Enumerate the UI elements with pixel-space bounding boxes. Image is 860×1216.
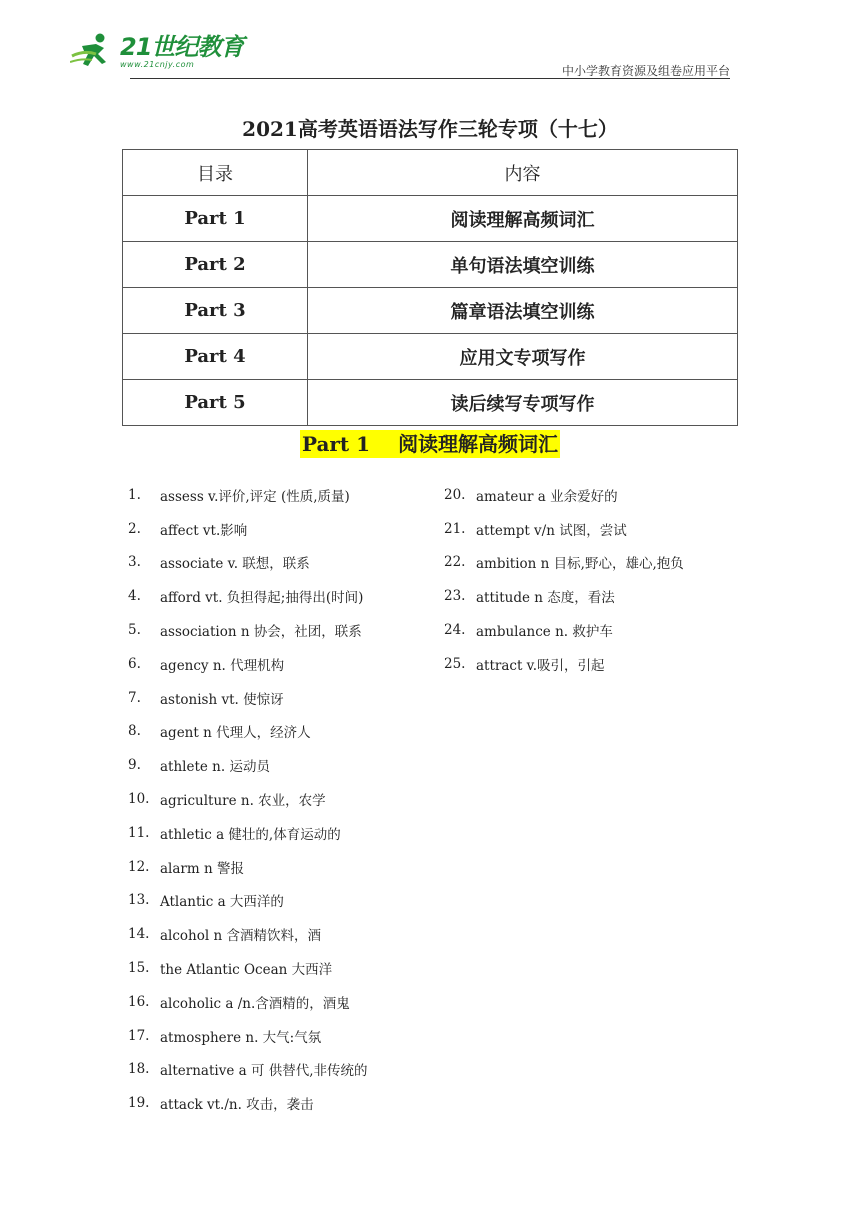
vocab-entry: afford vt. 负担得起;抽得出(时间) — [160, 590, 364, 607]
vocab-entry: attempt v/n 试图，尝试 — [476, 522, 627, 539]
part-cell: Part 5 — [123, 380, 308, 426]
item-number: 24. — [444, 622, 466, 639]
content-cell: 阅读理解高频词汇 — [308, 196, 738, 242]
item-number: 21. — [444, 520, 466, 537]
contents-table — [122, 149, 738, 426]
item-number: 14. — [128, 926, 150, 943]
content-cell: 应用文专项写作 — [308, 334, 738, 380]
item-number: 22. — [444, 554, 466, 571]
list-item — [444, 647, 684, 681]
list-item — [128, 748, 368, 782]
list-item — [128, 782, 368, 816]
item-number: 25. — [444, 655, 466, 672]
table-row — [123, 334, 738, 380]
document-title: 2021高考英语语法写作三轮专项（十七） — [242, 117, 618, 141]
logo-url: www.21cnjy.com — [120, 60, 195, 69]
runner-logo-icon — [70, 32, 116, 72]
list-item — [444, 546, 684, 580]
column-header-directory: 目录 — [123, 150, 308, 196]
content-cell: 读后续写专项写作 — [308, 380, 738, 426]
section-title-text: 阅读理解高频词汇 — [398, 432, 559, 456]
vocab-entry: atmosphere n. 大气:气氛 — [160, 1029, 322, 1046]
part-cell: Part 3 — [123, 288, 308, 334]
list-item — [128, 951, 368, 985]
vocab-list-left — [128, 478, 368, 1120]
list-item — [128, 681, 368, 715]
item-number: 8. — [128, 723, 141, 740]
logo — [70, 32, 243, 72]
page-header — [70, 32, 730, 80]
item-number: 7. — [128, 689, 141, 706]
list-item — [128, 917, 368, 951]
part-cell: Part 4 — [123, 334, 308, 380]
table-header-row — [123, 150, 738, 196]
vocab-entry: the Atlantic Ocean 大西洋 — [160, 962, 333, 979]
item-number: 18. — [128, 1061, 150, 1078]
vocab-entry: alternative a 可 供替代,非传统的 — [160, 1063, 368, 1080]
item-number: 20. — [444, 486, 466, 503]
item-number: 23. — [444, 588, 466, 605]
vocab-entry: alarm n 警报 — [160, 860, 244, 877]
vocab-list-right — [444, 478, 684, 681]
section-part-label: Part 1 — [301, 432, 371, 456]
item-number: 16. — [128, 993, 150, 1010]
header-divider — [130, 78, 730, 79]
vocab-entry: attitude n 态度，看法 — [476, 590, 615, 607]
table-row — [123, 380, 738, 426]
vocab-entry: alcoholic a /n.含酒精的，酒鬼 — [160, 995, 350, 1012]
part-cell: Part 2 — [123, 242, 308, 288]
vocab-entry: athlete n. 运动员 — [160, 759, 270, 776]
list-item — [128, 715, 368, 749]
item-number: 13. — [128, 892, 150, 909]
table-row — [123, 288, 738, 334]
platform-name: 中小学教育资源及组卷应用平台 — [561, 64, 730, 78]
list-item — [128, 1053, 368, 1087]
vocab-entry: agriculture n. 农业，农学 — [160, 793, 326, 810]
list-item — [128, 647, 368, 681]
section-highlight — [300, 430, 560, 458]
item-number: 9. — [128, 757, 141, 774]
item-number: 3. — [128, 554, 141, 571]
vocab-entry: assess v.评价,评定 (性质,质量) — [160, 488, 350, 505]
item-number: 5. — [128, 622, 141, 639]
list-item — [128, 613, 368, 647]
vocab-entry: associate v. 联想，联系 — [160, 556, 310, 573]
item-number: 6. — [128, 655, 141, 672]
list-item — [444, 478, 684, 512]
item-number: 10. — [128, 791, 150, 808]
vocab-entry: attract v.吸引，引起 — [476, 657, 605, 674]
table-row — [123, 196, 738, 242]
content-cell: 单句语法填空训练 — [308, 242, 738, 288]
vocab-entry: ambition n 目标,野心，雄心,抱负 — [476, 556, 684, 573]
vocab-entry: association n 协会，社团，联系 — [160, 624, 362, 641]
vocab-entry: athletic a 健壮的,体育运动的 — [160, 826, 341, 843]
list-item — [128, 850, 368, 884]
list-item — [128, 1019, 368, 1053]
logo-wordmark: 21世纪教育 — [120, 33, 244, 61]
list-item — [128, 512, 368, 546]
vocab-entry: amateur a 业余爱好的 — [476, 488, 618, 505]
vocab-entry: attack vt./n. 攻击，袭击 — [160, 1097, 314, 1114]
vocab-entry: alcohol n 含酒精饮料，酒 — [160, 928, 321, 945]
vocab-entry: agent n 代理人，经济人 — [160, 725, 311, 742]
list-item — [128, 546, 368, 580]
vocab-entry: Atlantic a 大西洋的 — [160, 894, 284, 911]
item-number: 2. — [128, 520, 141, 537]
item-number: 12. — [128, 858, 150, 875]
list-item — [128, 478, 368, 512]
section-heading — [0, 428, 860, 457]
item-number: 1. — [128, 486, 141, 503]
vocab-entry: affect vt.影响 — [160, 522, 248, 539]
item-number: 19. — [128, 1095, 150, 1112]
list-item — [128, 884, 368, 918]
list-item — [444, 613, 684, 647]
item-number: 11. — [128, 824, 150, 841]
list-item — [444, 512, 684, 546]
list-item — [444, 579, 684, 613]
column-header-content: 内容 — [308, 150, 738, 196]
list-item — [128, 816, 368, 850]
list-item — [128, 1086, 368, 1120]
part-cell: Part 1 — [123, 196, 308, 242]
list-item — [128, 985, 368, 1019]
vocab-entry: agency n. 代理机构 — [160, 657, 285, 674]
item-number: 17. — [128, 1027, 150, 1044]
table-row — [123, 242, 738, 288]
vocab-entry: astonish vt. 使惊讶 — [160, 691, 284, 708]
item-number: 15. — [128, 960, 150, 977]
vocab-entry: ambulance n. 救护车 — [476, 624, 613, 641]
list-item — [128, 579, 368, 613]
content-cell: 篇章语法填空训练 — [308, 288, 738, 334]
item-number: 4. — [128, 588, 141, 605]
